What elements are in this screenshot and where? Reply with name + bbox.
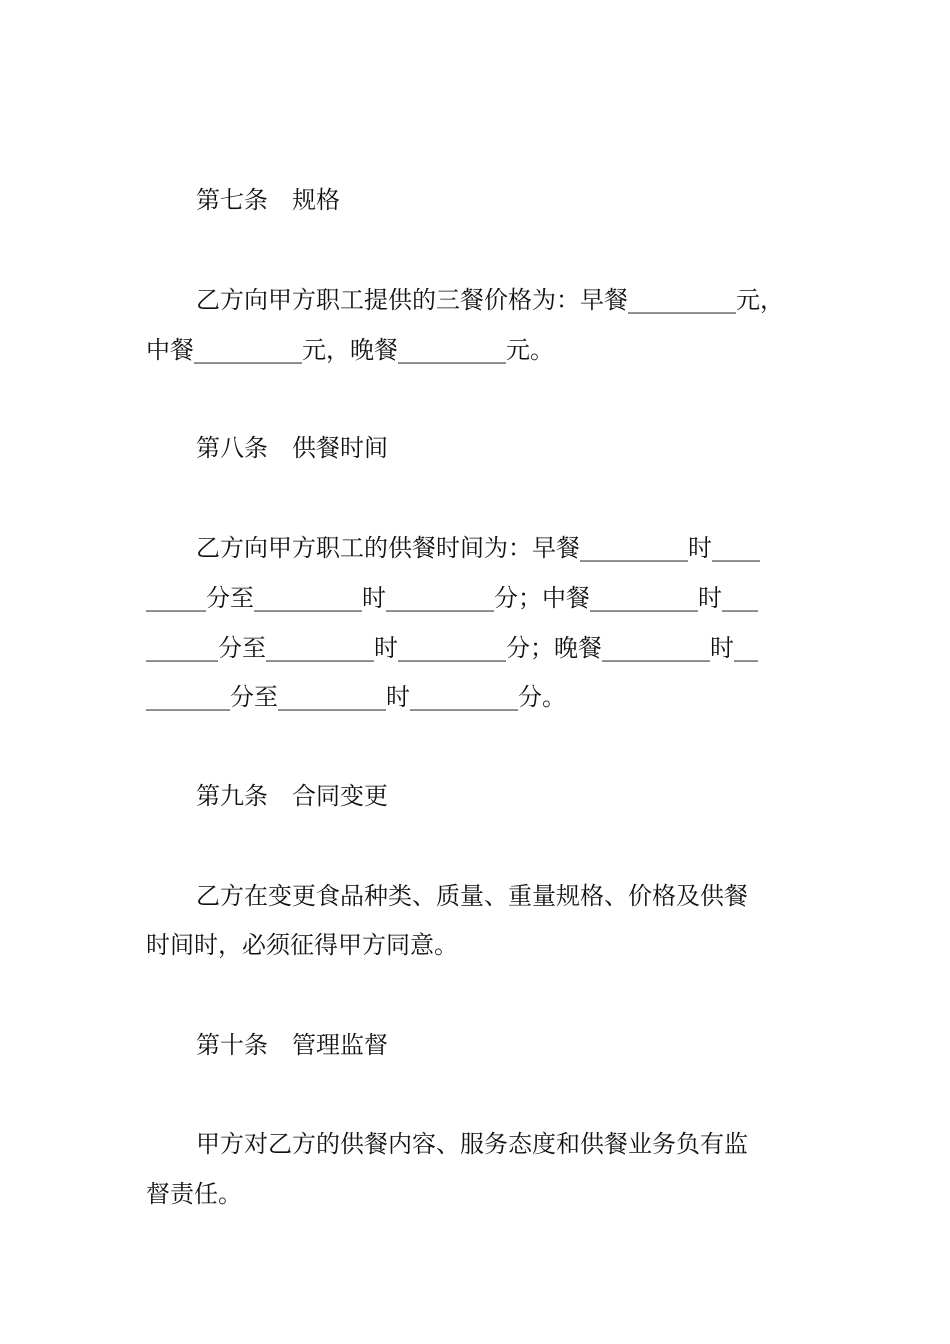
paragraph-line: 时间时，必须征得甲方同意。 bbox=[146, 931, 458, 959]
paragraph-line: 中餐_________元，晚餐_________元。 bbox=[146, 336, 554, 364]
paragraph-line: 督责任。 bbox=[146, 1180, 242, 1208]
paragraph-line: 甲方对乙方的供餐内容、服务态度和供餐业务负有监 bbox=[196, 1130, 748, 1158]
section-heading: 第十条 管理监督 bbox=[196, 1031, 388, 1059]
paragraph-line: 乙方在变更食品种类、质量、重量规格、价格及供餐 bbox=[196, 882, 748, 910]
section-heading: 第七条 规格 bbox=[196, 186, 340, 214]
section-heading: 第八条 供餐时间 bbox=[196, 434, 388, 462]
paragraph-line: 乙方向甲方职工的供餐时间为：早餐_________时____ bbox=[196, 534, 760, 562]
paragraph-line: _______分至_________时_________分。 bbox=[146, 683, 566, 711]
paragraph-line: 乙方向甲方职工提供的三餐价格为：早餐_________元， bbox=[196, 286, 784, 314]
section-heading: 第九条 合同变更 bbox=[196, 782, 388, 810]
paragraph-line: _____分至_________时_________分；中餐_________时___ bbox=[146, 584, 758, 612]
paragraph-line: ______分至_________时_________分；晚餐_________时__ bbox=[146, 634, 758, 662]
